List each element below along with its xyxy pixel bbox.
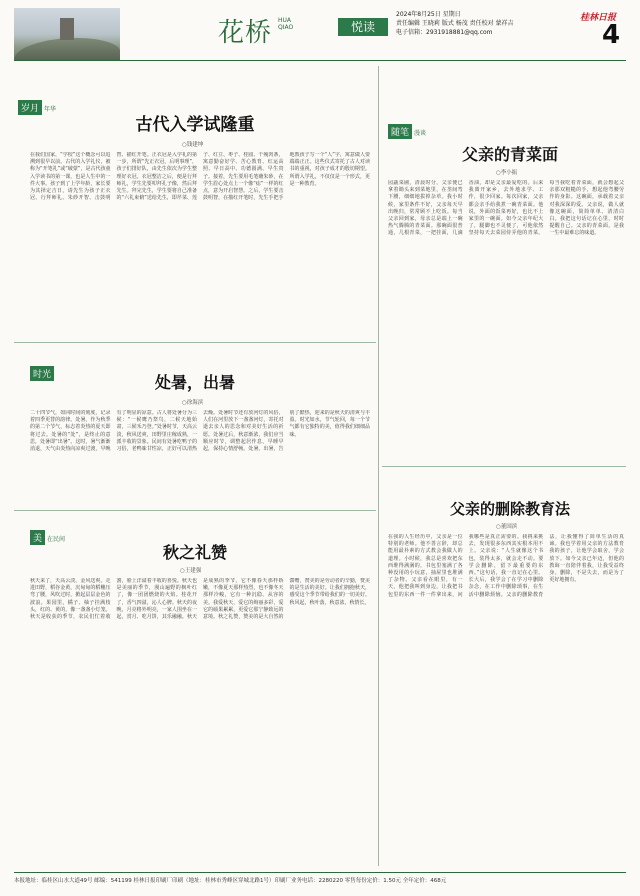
newspaper-logo: 桂林日报 xyxy=(580,13,617,23)
tag-main: 美 xyxy=(30,530,45,545)
header-info xyxy=(396,10,546,37)
row-divider xyxy=(14,510,376,511)
article-body-5: 秋天来了，天高云淡，金风送爽。走进田野，稻谷金黄，沉甸甸的稻穗压弯了腰，风吹过时，掀起层层金色的波浪。果园里，橘子、柚子挂满枝头，红的、黄的，像一盏盏小灯笼。秋天是收获的季节，农民们忙着收割，脸上洋溢着丰收的喜悦。秋天也是美丽的季节，漫山遍野的枫叶红了，像一团团燃烧的火焰。桂花开了，香气四溢，沁人心脾。秋天的夜晚，月亮格外明亮，一家人围坐在一起，赏月、吃月饼，其乐融融。秋天是成熟的季节，它不像春天那样娇嫩，不像夏天那样热烈，也不像冬天那样冷峻，它有一种沉稳、从容的美。我爱秋天，爱它的绚丽多彩，爱它的硕果累累，更爱它那宁静致远的意境。秋之礼赞，赞美的是大自然的馈赠，赞美的是劳动者的辛勤，赞美的是生活的美好。让我们拥抱秋天，感受这个季节带给我们的一切美好。秋风起，秋叶落，秋意浓，秋情长。 xyxy=(30,578,370,621)
pagoda-shape xyxy=(60,18,74,40)
page-number: 4 xyxy=(602,20,621,50)
masthead xyxy=(120,4,640,50)
article-body-1: 在我们国家，“学校”这个概念可以追溯到很早以前。古代的入学礼仪，被称为“开笔礼”或“破蒙”，是古代孩童入学读书的第一课，也是人生中的一件大事。孩子到了上学年龄，家长要为其择定吉日，请先生为孩子正衣冠、行拜师礼、朱砂开智、击鼓明智、描红开笔。正衣冠是入学礼的第一步，所谓“先正衣冠，后明事理”，孩子们排好队，由先生依次为学生整理好衣冠。衣冠整洁之后，便是行拜师礼，学生先要叩拜孔子像，然后拜先生。拜完先生，学生要将自己准备的“六礼束脩”送给先生，即芹菜、莲子、红豆、枣子、桂圆、干瘦肉条，寓意勤奋好学、苦心教育、红运高照、早日高中、功德圆满、早生贵子。接着，先生要用毛笔蘸朱砂，在学生眉心处点上一个像“痣”一样的红点，意为开启智慧。之后，学生要击鼓明智，在描红开笔时，先生手把手地教孩子写一个“人”字，寓意做人要端端正正。这些仪式寄托了古人对读书的重视，对孩子成才的殷切期望。所谓入学礼，不仅仅是一个形式，更是一种教育。 xyxy=(30,152,370,202)
section-subtitle: HUA QIAO xyxy=(278,17,294,31)
row-divider xyxy=(14,342,376,343)
footer-info: 本报地址：临桂区山水大道49号 邮编：541199 桂林日报印刷厂印刷（地址：桂林市秀峰区穿城北路1号）印刷厂业务电话：2280220 零售每份定价：1.50元 全年定价：468元 xyxy=(14,878,447,884)
tag-sub: 在民间 xyxy=(47,536,66,543)
tag-mei xyxy=(30,526,65,545)
info-date: 2024年8月25日 星期日 xyxy=(396,11,461,18)
tag-sub: 漫谈 xyxy=(414,130,427,137)
article-author-3: ○徐海滨 xyxy=(182,400,204,406)
article-author-4: ○董国滨 xyxy=(496,524,518,530)
article-title-5: 秋之礼赞 xyxy=(162,543,227,562)
info-editors: 责任编辑 王晓莉 版式 杨茂 责任校对 蒙祥吉 xyxy=(396,20,514,27)
column-badge: 悦读 xyxy=(338,18,388,36)
column-divider xyxy=(378,66,379,866)
row-divider xyxy=(382,466,626,467)
section-title: 花桥 xyxy=(218,18,273,48)
tag-shiguang xyxy=(30,362,54,381)
tag-main: 时光 xyxy=(30,366,54,381)
info-email: 电子信箱：2931918881@qq.com xyxy=(396,29,493,36)
article-title-3: 处暑，出暑 xyxy=(154,373,235,392)
article-title-2: 父亲的青菜面 xyxy=(461,145,558,164)
article-author-2: ○李小振 xyxy=(496,170,518,176)
hill-shape xyxy=(14,38,120,60)
footer-rule xyxy=(14,872,626,873)
tag-main: 随笔 xyxy=(388,124,412,139)
header-rule xyxy=(14,60,626,61)
article-title-4: 父亲的删除教育法 xyxy=(449,500,570,518)
tag-suiyue xyxy=(18,96,56,115)
tag-suibi xyxy=(388,120,426,139)
article-title-1: 古代入学试隆重 xyxy=(135,115,255,135)
tag-main: 岁月 xyxy=(18,100,42,115)
article-body-4: 在我的人生经历中，父亲是一位特别的老师。他不善言辞，却总能用最朴素的方式教会我做人的道理。小时候，我总是喜欢把东西堆得满满的，书包里塞满了各种没用的小玩意，抽屉里也堆满了杂物。父亲看在眼里，有一天，他把我叫到身边，让我把书包里的东西一件一件拿出来，问我哪些是真正需要的。我挑来挑去，发现很多东西其实根本用不上。父亲说：“人生就像这个书包，装得太多，就会走不动。要学会删除，留下最重要的东西。”这句话，我一直记在心里。长大后，我学会了在学习中删除杂念，在工作中删除琐事，在生活中删除烦恼。父亲的删除教育法，让我懂得了简单生活的真谛。我也学着用父亲的方法教育我的孩子，让他学会取舍，学会放下。如今父亲已年迈，但他的教诲一直陪伴着我，让我受益终身。删除，不是失去，而是为了更好地拥有。 xyxy=(388,534,624,598)
tag-sub: 年华 xyxy=(44,106,57,113)
article-author-1: ○钱建坤 xyxy=(182,142,204,148)
article-body-3: 二十四节气，如同时间的刻度，记录着四季更替的韵律。处暑，作为秋季的第二个节气，标志着炎热的夏天即将过去。处暑的“处”，是终止的意思，处暑即“出暑”。这时，暑气渐渐消退，天气由炎热向凉爽过渡，早晚有了明显的凉意。古人将处暑分为三候：“一候鹰乃祭鸟，二候天地始肃，三候禾乃登。”处暑时节，天高云淡，秋风送爽，田野里庄稼成熟，一派丰收的景象。民间有处暑吃鸭子的习俗，老鸭味甘性凉，正好可以清热去燥。处暑时节还有放河灯的风俗，人们在河里放下一盏盏河灯，寄托对逝去亲人的思念和对美好生活的祈愿。处暑过后，秋意渐浓，我们应当顺应时节，调整起居作息，早睡早起，保持心情舒畅。处暑，出暑，告别了酷热，迎来的是秋天的清爽与丰盈。时光如水，节气轮回，每一个节气都有它独特的美，值得我们细细品味。 xyxy=(30,410,370,453)
article-body-2: 园蔬菜圃，清晨时分，父亲便已拿着锄头来到菜地里，在垄间弯下腰，细细地拔掉杂草。我小时候，家里条件不好，父亲每天早出晚归，常常顾不上吃饭。每当父亲回到家，母亲总是端上一碗热气腾腾的青菜面。那碗面很普通，几根青菜，一把挂面，几滴香油，却是父亲最爱吃的。后来我离开家乡，去外地求学、工作，很少回家。每次回家，父亲都会亲手给我煮一碗青菜面。他说，外面的饭菜再好，也比不上家里的一碗面。如今父亲年纪大了，腿脚也不灵便了，可他依然坚持每天去菜园侍弄他的青菜。每当我吃着青菜面，就会想起父亲那双粗糙的手，想起他弯腰劳作的身影。这碗面，承载着父亲对我深深的爱。父亲说，做人就像这碗面，简简单单、清清白白。我把这句话记在心里，时时提醒自己。父亲的青菜面，是我一生中最难忘的味道。 xyxy=(388,180,624,237)
header-photo xyxy=(14,8,120,60)
article-author-5: ○王建强 xyxy=(180,568,202,574)
